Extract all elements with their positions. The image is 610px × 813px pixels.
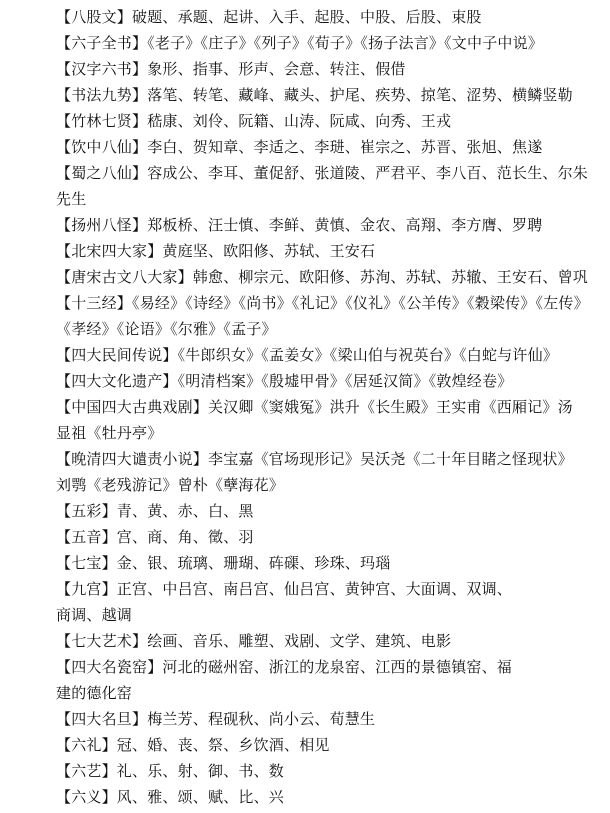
text-line: 【中国四大古典戏剧】关汉卿《窦娥冤》洪升《长生殿》王实甫《西厢记》汤	[56, 398, 573, 416]
text-line: 【四大民间传说】《牛郎织女》《孟姜女》《梁山伯与祝英台》《白蛇与许仙》	[56, 346, 559, 364]
text-line: 【扬州八怪】郑板桥、汪士慎、李鲜、黄慎、金农、高翔、李方膺、罗聘	[56, 216, 543, 234]
text-line: 【饮中八仙】李白、贺知章、李适之、李琎、崔宗之、苏晋、张旭、焦遂	[56, 138, 543, 156]
text-line: 【六义】风、雅、颂、赋、比、兴	[56, 788, 285, 806]
text-line: 【八股文】破题、承题、起讲、入手、起股、中股、后股、束股	[56, 8, 482, 26]
text-line: 显祖《牡丹亭》	[56, 424, 163, 442]
text-line: 【六艺】礼、乐、射、御、书、数	[56, 762, 285, 780]
text-line: 建的德化窑	[56, 684, 133, 702]
text-line: 【晚清四大谴责小说】李宝嘉《官场现形记》吴沃尧《二十年目睹之怪现状》	[56, 450, 573, 468]
text-line: 先生	[56, 190, 87, 208]
document-body	[56, 4, 602, 810]
text-line: 【蜀之八仙】容成公、李耳、董促舒、张道陵、严君平、李八百、范长生、尔朱	[56, 164, 589, 182]
text-line: 【七大艺术】绘画、音乐、雕塑、戏剧、文学、建筑、电影	[56, 632, 452, 650]
text-line: 【七宝】金、银、琉璃、珊瑚、砗磲、珍珠、玛瑙	[56, 554, 391, 572]
text-line: 【四大名瓷窑】河北的磁州窑、浙江的龙泉窑、江西的景德镇窑、福	[56, 658, 513, 676]
text-line: 商调、越调	[56, 606, 133, 624]
text-line: 【六子全书】《老子》《庄子》《列子》《荀子》《扬子法言》《文中子中说》	[56, 34, 544, 52]
text-line: 【书法九势】落笔、转笔、藏峰、藏头、护尾、疾势、掠笔、涩势、横鳞竖勒	[56, 86, 573, 104]
text-line: 【五彩】青、黄、赤、白、黑	[56, 502, 254, 520]
text-line: 刘鹗《老残游记》曾朴《孽海花》	[56, 476, 285, 494]
text-line: 【九宫】正宫、中吕宫、南吕宫、仙吕宫、黄钟宫、大面调、双调、	[56, 580, 513, 598]
text-line: 【北宋四大家】黄庭坚、欧阳修、苏轼、王安石	[56, 242, 376, 260]
text-line: 【竹林七贤】嵇康、刘伶、阮籍、山涛、阮咸、向秀、王戎	[56, 112, 452, 130]
text-line: 【四大名旦】梅兰芳、程砚秋、尚小云、荀慧生	[56, 710, 376, 728]
text-line: 【四大文化遗产】《明清档案》《殷墟甲骨》《居延汉简》《敦煌经卷》	[56, 372, 513, 390]
text-line: 【十三经】《易经》《诗经》《尚书》《礼记》《仪礼》《公羊传》《穀梁传》《左传》	[56, 294, 589, 312]
text-line: 【六礼】冠、婚、丧、祭、乡饮酒、相见	[56, 736, 330, 754]
text-line: 【五音】宫、商、角、徵、羽	[56, 528, 254, 546]
text-line: 《孝经》《论语》《尔雅》《孟子》	[56, 320, 277, 338]
text-line: 【汉字六书】象形、指事、形声、会意、转注、假借	[56, 60, 406, 78]
text-line: 【唐宋古文八大家】韩愈、柳宗元、欧阳修、苏洵、苏轼、苏辙、王安石、曾巩	[56, 268, 589, 286]
